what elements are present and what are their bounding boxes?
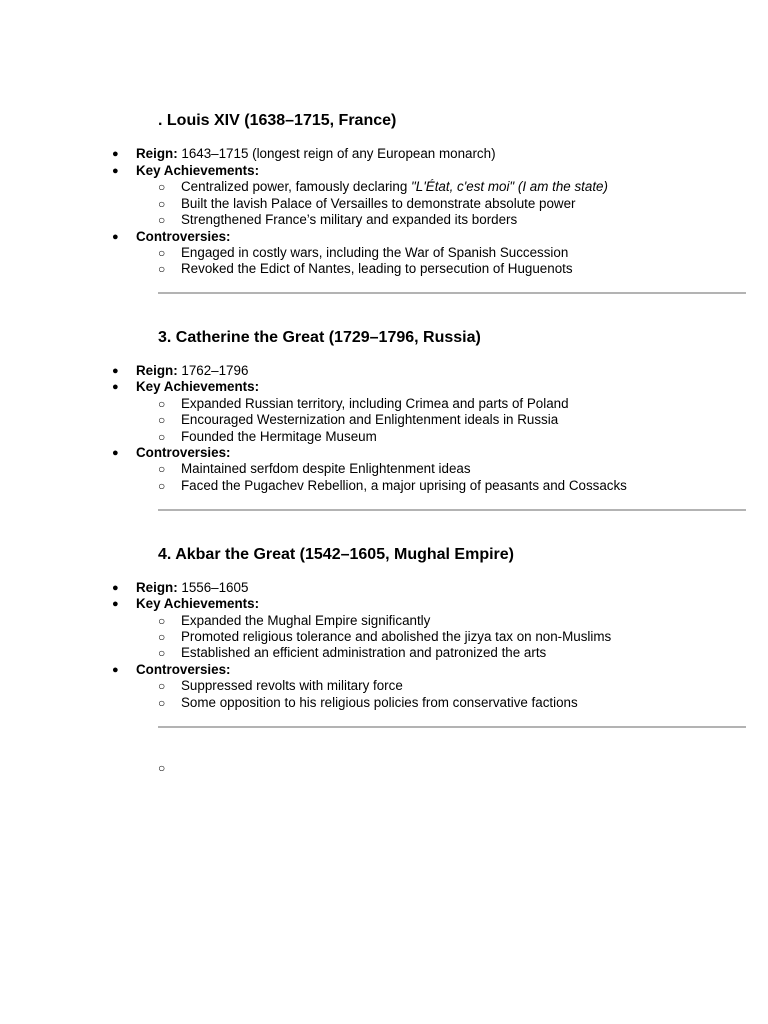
hollow-bullet-icon: ○ [158,196,166,211]
horizontal-rule [158,509,746,511]
horizontal-rule [158,726,746,728]
controversies-label: Controversies: [136,661,231,677]
achievement-text: Built the lavish Palace of Versailles to demonstrate absolute power [181,195,576,211]
bullet-icon: ● [112,663,119,676]
hollow-bullet-icon: ○ [158,462,166,476]
reign-label: Reign: [136,362,178,378]
horizontal-rule [158,292,746,294]
hollow-bullet-icon: ○ [158,613,166,628]
section-heading: 3. Catherine the Great (1729–1796, Russia) [158,329,481,346]
reign-value: 1556–1605 [177,579,249,595]
controversy-text: Revoked the Edict of Nantes, leading to persecution of Huguenots [181,261,573,276]
achievement-text: Strengthened France’s military and expanded its borders [181,212,518,227]
hollow-bullet-icon: ○ [158,180,166,194]
controversy-text: Maintained serfdom despite Enlightenment ideas [181,461,471,476]
hollow-bullet-icon: ○ [158,246,166,260]
bullet-icon: ● [112,230,119,243]
hollow-bullet-icon: ○ [158,262,166,276]
hollow-bullet-icon: ○ [158,679,166,693]
bullet-icon: ● [112,447,119,459]
hollow-bullet-icon: ○ [158,413,166,427]
controversy-text: Engaged in costly wars, including the War of Spanish Succession [181,245,569,260]
reign-value: 1643–1715 (longest reign of any European monarch) [177,146,496,161]
bullet-icon: ● [112,581,119,594]
achievement-text: Expanded Russian territory, including Crimea and parts of Poland [181,395,569,411]
empty-list-bullet-icon: ○ [158,761,166,775]
bullet-icon: ● [112,364,119,377]
achievement-quote: "L'État, c'est moi" (I am the state) [411,179,608,194]
hollow-bullet-icon: ○ [158,695,166,710]
hollow-bullet-icon: ○ [158,478,166,493]
hollow-bullet-icon: ○ [158,396,166,411]
bullet-icon: ● [112,148,119,160]
reign-value: 1762–1796 [177,362,249,378]
achievement-text: Established an efficient administration and patronized the arts [181,645,547,660]
achievements-label: Key Achievements: [136,379,260,394]
achievement-text: Promoted religious tolerance and abolished the jizya tax on non-Muslims [181,628,612,644]
achievement-text: Centralized power, famously declaring [181,179,411,194]
achievements-label: Key Achievements: [136,162,260,178]
section-heading: . Louis XIV (1638–1715, France) [158,112,397,129]
reign-label: Reign: [136,579,178,595]
hollow-bullet-icon: ○ [158,629,166,644]
controversies-label: Controversies: [136,445,231,460]
achievement-text: Encouraged Westernization and Enlightenment ideals in Russia [181,412,559,427]
achievement-text: Founded the Hermitage Museum [181,428,377,444]
section-heading: 4. Akbar the Great (1542–1605, Mughal Empire) [158,546,514,563]
achievements-label: Key Achievements: [136,596,260,611]
hollow-bullet-icon: ○ [158,429,166,444]
controversy-text: Some opposition to his religious policies from conservative factions [181,694,578,710]
controversies-label: Controversies: [136,228,231,244]
hollow-bullet-icon: ○ [158,646,166,660]
bullet-icon: ● [112,381,119,393]
hollow-bullet-icon: ○ [158,213,166,227]
reign-label: Reign: [136,146,178,161]
bullet-icon: ● [112,598,119,610]
achievement-text: Expanded the Mughal Empire significantly [181,612,431,628]
controversy-text: Suppressed revolts with military force [181,678,403,693]
controversy-text: Faced the Pugachev Rebellion, a major uprising of peasants and Cossacks [181,477,627,493]
bullet-icon: ● [112,164,119,177]
